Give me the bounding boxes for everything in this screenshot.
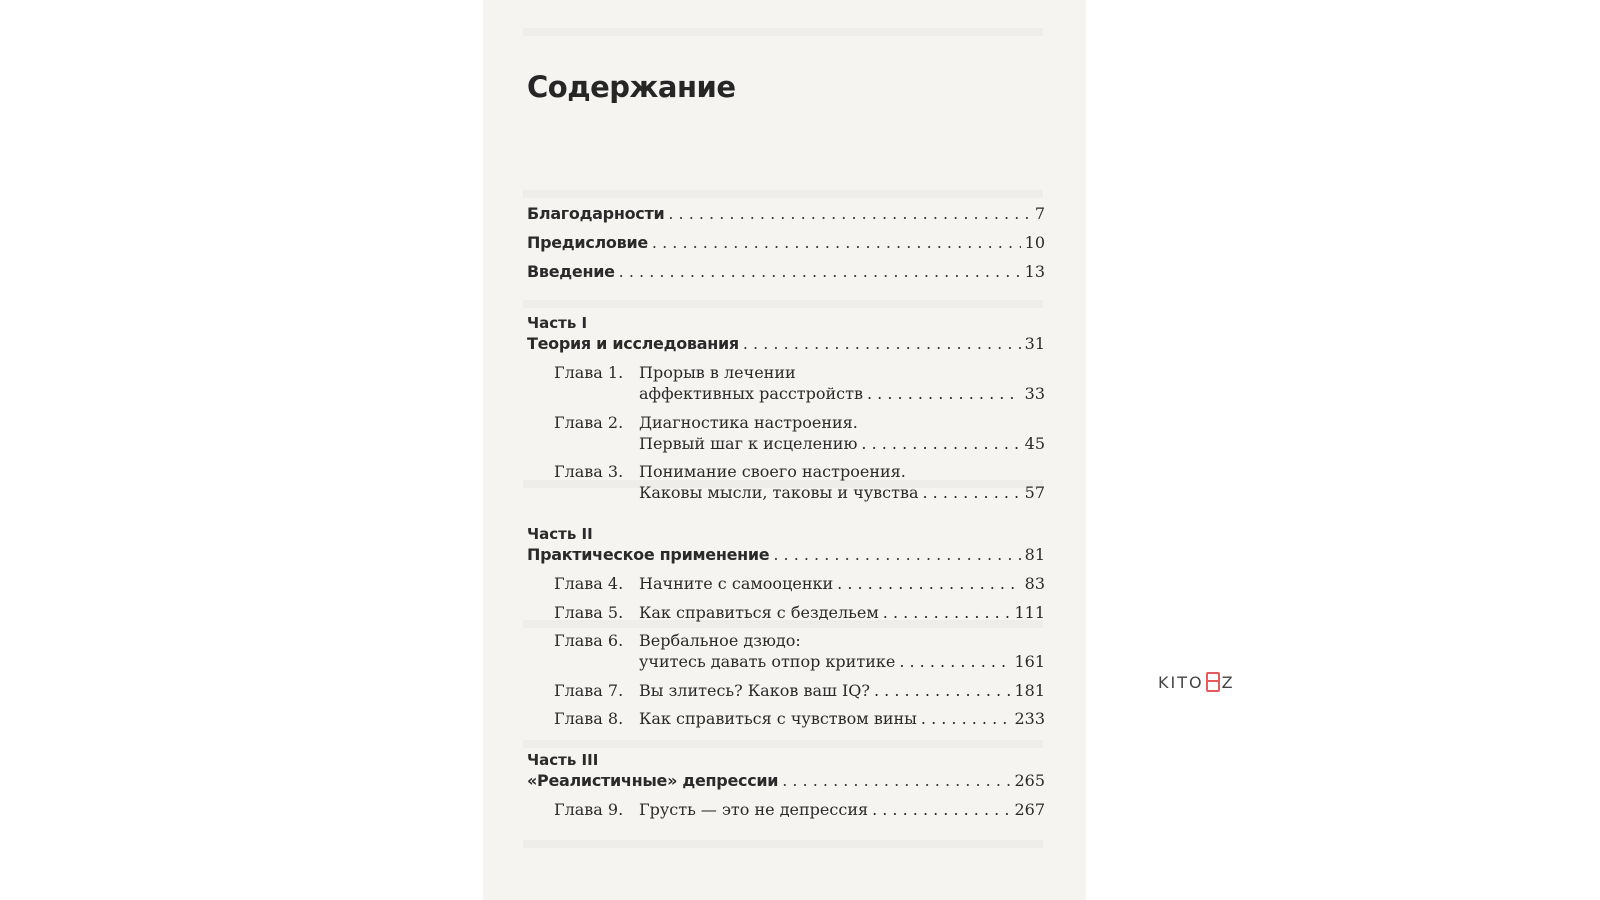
chapter-number: Глава 7. [554,681,624,700]
chapter-title-line: Вербальное дзюдо: [639,631,801,650]
chapter-title-line: Начните с самооценки [639,574,834,593]
dot-leader [619,262,1021,282]
chapter-number: Глава 4. [554,574,624,593]
toc-entry-page: 267 [1014,800,1045,819]
bleed-through [523,740,1043,748]
toc-entry-title: Практическое применение [527,545,770,564]
book-page [483,0,1086,900]
chapter-title-line: Как справиться с чувством вины [639,709,917,728]
toc-entry-title: «Реалистичные» депрессии [527,771,779,790]
chapter-number: Глава 9. [554,800,624,819]
dot-leader [652,233,1021,253]
dot-leader [773,545,1020,565]
chapter-number: Глава 6. [554,631,624,650]
bleed-through [523,840,1043,848]
chapter-number: Глава 2. [554,413,624,432]
dot-leader [867,383,1021,404]
chapter-number: Глава 1. [554,363,624,382]
chapter-number: Глава 5. [554,603,624,622]
chapter-title-line: Первый шаг к исцелению [639,434,858,453]
dot-leader [837,573,1020,594]
chapter-title-line: Диагностика настроения. [639,413,858,432]
dot-leader [668,204,1030,224]
chapter-title-line: Грусть — это не депрессия [639,800,869,819]
toc-entry-title: Введение [527,262,615,281]
toc-entry-introduction[interactable] [527,262,1045,282]
watermark-text: Z [1221,672,1235,692]
part-label: Часть II [527,525,593,543]
page-title: Содержание [527,70,736,104]
dot-leader [861,433,1020,454]
toc-entry-part-2[interactable] [527,545,1045,565]
chapter-title-line: Каковы мысли, таковы и чувства [639,483,919,502]
chapter-number: Глава 8. [554,709,624,728]
toc-entry-page: 83 [1024,574,1045,593]
toc-entry-preface[interactable] [527,233,1045,253]
toc-entry-page: 161 [1014,652,1045,671]
dot-leader [922,482,1020,503]
toc-entry-acknowledgments[interactable] [527,204,1045,224]
watermark-text: KITO [1158,672,1204,692]
toc-entry-page: 10 [1024,233,1045,252]
toc-entry-page: 33 [1024,384,1045,403]
toc-entry-page: 57 [1024,483,1045,502]
toc-entry-page: 233 [1014,709,1045,728]
toc-entry-title: Благодарности [527,204,665,223]
chapter-number: Глава 3. [554,462,624,481]
toc-entry-title: Теория и исследования [527,334,739,353]
bleed-through [523,28,1043,36]
toc-entry-page: 81 [1024,545,1045,564]
toc-entry-title: Предисловие [527,233,648,252]
dot-leader [782,771,1010,791]
dot-leader [899,651,1010,672]
toc-entry-page: 265 [1014,771,1045,790]
part-label: Часть I [527,314,588,332]
dot-leader [883,602,1011,623]
bleed-through [523,300,1043,308]
dot-leader [743,334,1021,354]
chapter-title-line: Прорыв в лечении [639,363,796,382]
bleed-through [523,190,1043,198]
book-icon [1206,672,1220,692]
watermark-logo [1158,672,1235,692]
chapter-title-line: Понимание своего настроения. [639,462,906,481]
chapter-title-line: Как справиться с бездельем [639,603,879,622]
toc-entry-page: 31 [1024,334,1045,353]
toc-entry-part-1[interactable] [527,334,1045,354]
toc-entry-part-3[interactable] [527,771,1045,791]
toc-entry-page: 111 [1014,603,1045,622]
chapter-title-line: аффективных расстройств [639,384,863,403]
toc-entry-page: 7 [1034,204,1045,223]
dot-leader [921,708,1011,729]
dot-leader [874,680,1010,701]
chapter-title-line: Вы злитесь? Каков ваш IQ? [639,681,870,700]
dot-leader [872,799,1010,820]
toc-entry-page: 13 [1024,262,1045,281]
toc-entry-page: 181 [1014,681,1045,700]
part-label: Часть III [527,751,599,769]
toc-entry-page: 45 [1024,434,1045,453]
chapter-title-line: учитесь давать отпор критике [639,652,896,671]
